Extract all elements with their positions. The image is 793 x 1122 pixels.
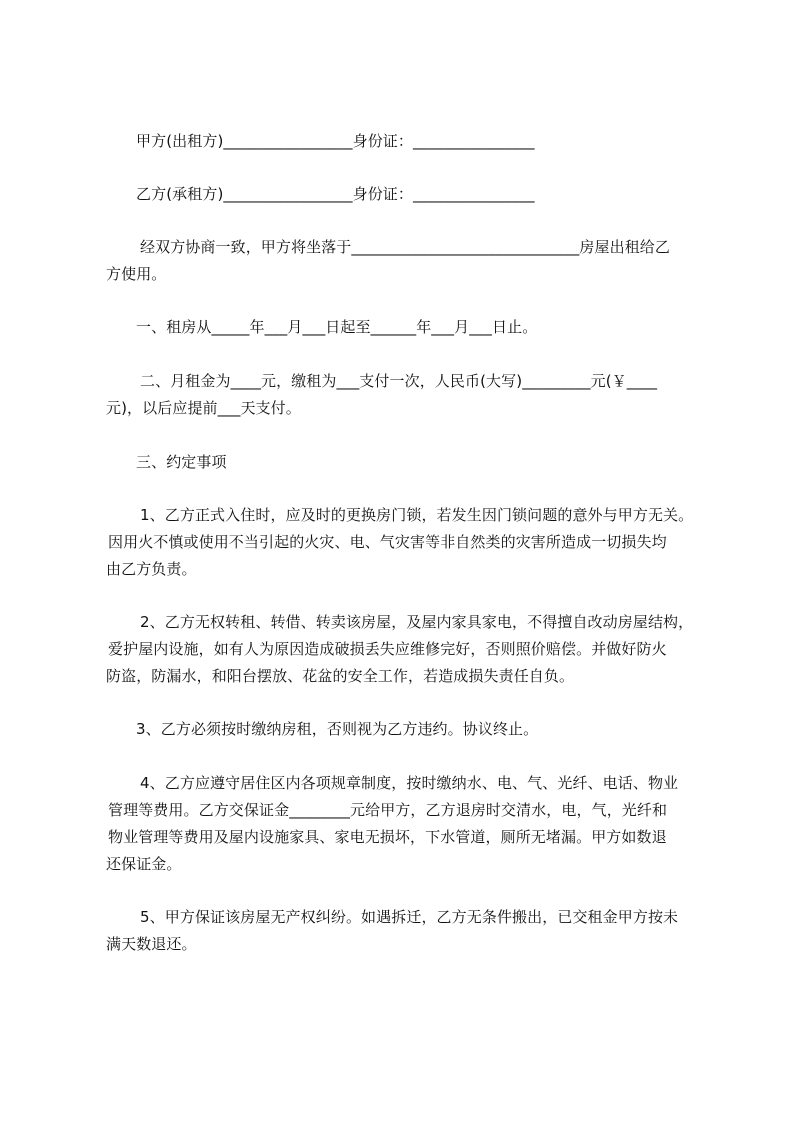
intro-line-2: 方使用。 — [106, 265, 167, 283]
item-4-line-1: 4、乙方应遵守居住区内各项规章制度，按时缴纳水、电、气、光纤、电话、物业 — [140, 774, 679, 792]
item-2-line-3: 防盗，防漏水，和阳台摆放、花盆的安全工作，若造成损失责任自负。 — [106, 667, 575, 685]
item-4-line-3: 物业管理等费用及屋内设施家具、家电无损坏，下水管道，厕所无堵漏。甲方如数退 — [108, 828, 667, 846]
item-1-line-2: 因用火不慎或使用不当引起的火灾、电、气灾害等非自然类的灾害所造成一切损失均 — [108, 533, 667, 551]
clause-2-line-2: 元)，以后应提前___天支付。 — [106, 399, 301, 417]
party-a-line: 甲方(出租方)_________________身份证：________________ — [136, 132, 535, 150]
item-5-line-2: 满天数退还。 — [106, 935, 197, 953]
item-3-line: 3、乙方必须按时缴纳房租，否则视为乙方违约。协议终止。 — [136, 720, 539, 738]
clause-2-line-1: 二、月租金为____元，缴租为___支付一次，人民币(大写)_________元(￥____ — [140, 372, 658, 390]
clause-3-heading: 三、约定事项 — [136, 453, 227, 471]
item-2-line-1: 2、乙方无权转租、转借、转卖该房屋，及屋内家具家电，不得擅自改动房屋结构， — [140, 613, 694, 631]
intro-line-1: 经双方协商一致，甲方将坐落于______________________________房屋出租给乙 — [140, 238, 671, 256]
item-2-line-2: 爱护屋内设施，如有人为原因造成破损丢失应维修完好，否则照价赔偿。并做好防火 — [108, 640, 667, 658]
item-5-line-1: 5、甲方保证该房屋无产权纠纷。如遇拆迁，乙方无条件搬出，已交租金甲方按未 — [140, 908, 679, 926]
clause-1-lease-term: 一、租房从_____年___月___日起至______年___月___日止。 — [136, 318, 538, 336]
party-b-line: 乙方(承租方)_________________身份证：________________ — [136, 185, 535, 203]
item-4-line-2: 管理等费用。乙方交保证金________元给甲方，乙方退房时交清水，电，气，光纤和 — [108, 801, 668, 819]
item-1-line-3: 由乙方负责。 — [106, 560, 197, 578]
item-4-line-4: 还保证金。 — [106, 855, 182, 873]
item-1-line-1: 1、乙方正式入住时，应及时的更换房门锁，若发生因门锁问题的意外与甲方无关。 — [140, 506, 694, 524]
